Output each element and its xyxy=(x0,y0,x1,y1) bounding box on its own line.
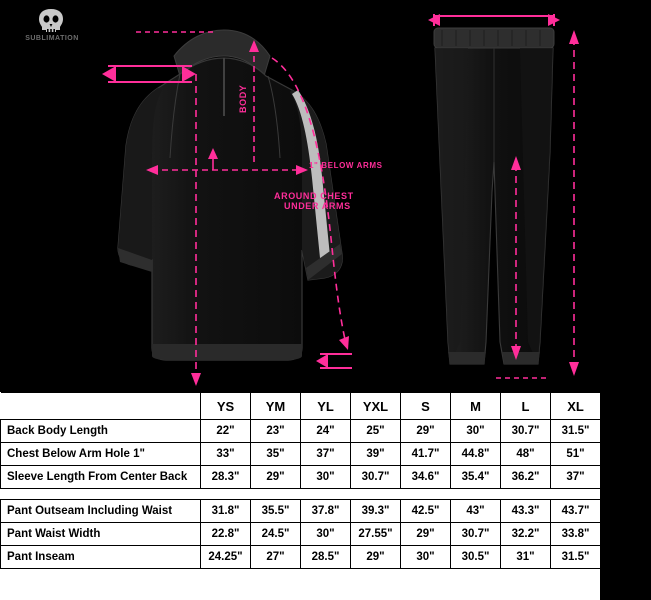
table-row xyxy=(1,443,651,466)
label-around-chest: AROUND CHEST xyxy=(274,191,354,201)
column-header-yxl: YXL xyxy=(351,393,401,420)
cell-0-7: 31.5" xyxy=(551,420,601,443)
spacer-cell xyxy=(251,489,301,500)
table-header-row xyxy=(1,393,651,420)
cell-1-6: 48" xyxy=(501,443,551,466)
cell-3-7: 43.7" xyxy=(551,500,601,523)
cell-5-5: 30.5" xyxy=(451,546,501,569)
cell-5-7: 31.5" xyxy=(551,546,601,569)
cell-4-8: 35.5" xyxy=(601,523,651,546)
cell-4-7: 33.8" xyxy=(551,523,601,546)
cell-3-5: 43" xyxy=(451,500,501,523)
column-header-s: S xyxy=(401,393,451,420)
size-chart-table xyxy=(0,392,651,569)
cell-1-5: 44.8" xyxy=(451,443,501,466)
spacer-cell xyxy=(501,489,551,500)
table-row xyxy=(1,420,651,443)
cell-4-1: 24.5" xyxy=(251,523,301,546)
column-header-2xl: 2XL xyxy=(601,393,651,420)
cell-5-8: 32" xyxy=(601,546,651,569)
cell-4-0: 22.8" xyxy=(201,523,251,546)
spacer-cell xyxy=(201,489,251,500)
spacer-cell xyxy=(551,489,601,500)
cell-0-0: 22" xyxy=(201,420,251,443)
spacer-cell xyxy=(351,489,401,500)
brand-logo xyxy=(10,8,94,54)
spacer-cell xyxy=(401,489,451,500)
cell-2-2: 30" xyxy=(301,466,351,489)
size-chart-table-area xyxy=(0,392,640,600)
cell-1-3: 39" xyxy=(351,443,401,466)
logo-wordmark: SUBLIMATION xyxy=(25,35,79,42)
table-row xyxy=(1,466,651,489)
cell-3-2: 37.8" xyxy=(301,500,351,523)
table-row xyxy=(1,500,651,523)
cell-5-0: 24.25" xyxy=(201,546,251,569)
cell-4-2: 30" xyxy=(301,523,351,546)
cell-2-0: 28.3" xyxy=(201,466,251,489)
row-label-chest-below-arm-hole: Chest Below Arm Hole 1" xyxy=(1,443,201,466)
cell-4-6: 32.2" xyxy=(501,523,551,546)
cell-2-6: 36.2" xyxy=(501,466,551,489)
cell-2-1: 29" xyxy=(251,466,301,489)
column-header-ys: YS xyxy=(201,393,251,420)
cell-0-1: 23" xyxy=(251,420,301,443)
cell-0-3: 25" xyxy=(351,420,401,443)
cell-1-8: 54.3" xyxy=(601,443,651,466)
row-label-sleeve-length: Sleeve Length From Center Back xyxy=(1,466,201,489)
row-label-pant-outseam: Pant Outseam Including Waist xyxy=(1,500,201,523)
pants-measurement-overlay xyxy=(408,12,588,390)
column-header-m: M xyxy=(451,393,501,420)
cell-3-3: 39.3" xyxy=(351,500,401,523)
cell-2-7: 37" xyxy=(551,466,601,489)
quarter-zip-jacket-illustration xyxy=(96,18,383,388)
cell-0-4: 29" xyxy=(401,420,451,443)
row-label-pant-waist-width: Pant Waist Width xyxy=(1,523,201,546)
cell-3-6: 43.3" xyxy=(501,500,551,523)
cell-1-4: 41.7" xyxy=(401,443,451,466)
row-label-back-body-length: Back Body Length xyxy=(1,420,201,443)
column-header-ym: YM xyxy=(251,393,301,420)
cell-1-0: 33" xyxy=(201,443,251,466)
spacer-cell xyxy=(451,489,501,500)
cell-5-3: 29" xyxy=(351,546,401,569)
cell-5-2: 28.5" xyxy=(301,546,351,569)
table-corner-cell xyxy=(1,393,201,420)
label-below-arms: 1" BELOW ARMS xyxy=(309,161,383,170)
column-header-l: L xyxy=(501,393,551,420)
table-row xyxy=(1,523,651,546)
cell-4-3: 27.55" xyxy=(351,523,401,546)
cell-0-5: 30" xyxy=(451,420,501,443)
skull-logo-icon xyxy=(36,8,66,34)
cell-2-4: 34.6" xyxy=(401,466,451,489)
cell-1-1: 35" xyxy=(251,443,301,466)
column-header-xl: XL xyxy=(551,393,601,420)
table-row xyxy=(1,546,651,569)
column-header-yl: YL xyxy=(301,393,351,420)
cell-0-6: 30.7" xyxy=(501,420,551,443)
spacer-cell xyxy=(1,489,201,500)
row-label-pant-inseam: Pant Inseam xyxy=(1,546,201,569)
cell-3-8: 44" xyxy=(601,500,651,523)
label-under-arms: UNDER ARMS xyxy=(284,201,351,211)
cell-0-2: 24" xyxy=(301,420,351,443)
spacer-cell xyxy=(601,489,651,500)
cell-3-1: 35.5" xyxy=(251,500,301,523)
cell-4-5: 30.7" xyxy=(451,523,501,546)
spacer-cell xyxy=(301,489,351,500)
track-pants-illustration xyxy=(408,12,588,390)
cell-1-7: 51" xyxy=(551,443,601,466)
cell-3-4: 42.5" xyxy=(401,500,451,523)
table-spacer-row xyxy=(1,489,651,500)
cell-2-3: 30.7" xyxy=(351,466,401,489)
cell-4-4: 29" xyxy=(401,523,451,546)
label-body: BODY xyxy=(238,84,248,113)
cell-5-6: 31" xyxy=(501,546,551,569)
cell-5-4: 30" xyxy=(401,546,451,569)
cell-5-1: 27" xyxy=(251,546,301,569)
cell-2-5: 35.4" xyxy=(451,466,501,489)
cell-0-8: 32.2" xyxy=(601,420,651,443)
cell-3-0: 31.8" xyxy=(201,500,251,523)
cell-1-2: 37" xyxy=(301,443,351,466)
cell-2-8: 37.8" xyxy=(601,466,651,489)
